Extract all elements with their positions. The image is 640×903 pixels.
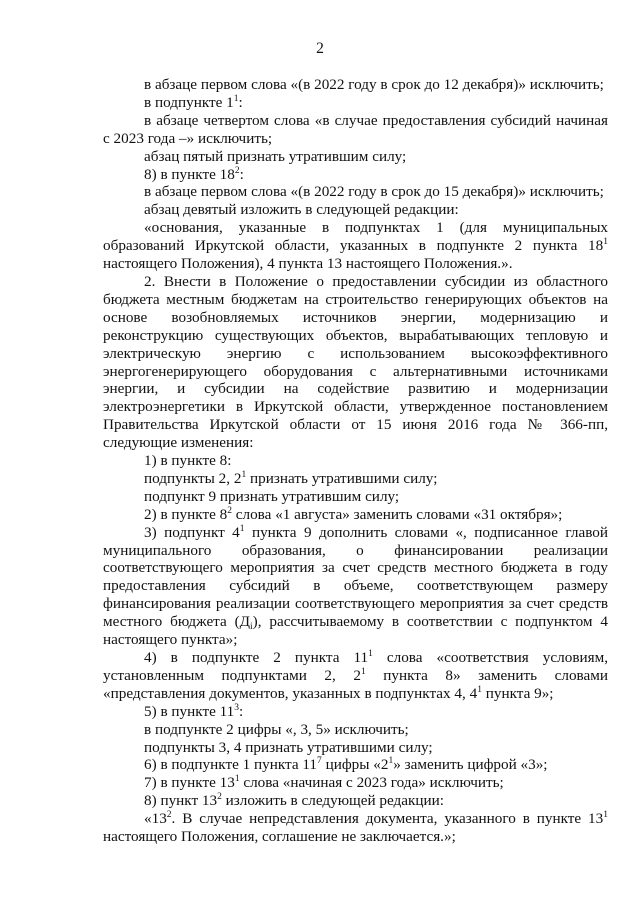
text-run: : — [238, 93, 243, 111]
superscript: 1 — [234, 774, 240, 785]
paragraph — [103, 703, 608, 721]
paragraph — [103, 524, 608, 649]
paragraph — [103, 76, 608, 94]
paragraph — [103, 166, 608, 184]
text-run: 2. Внести в Положение о предоставлении субсидии из областного бюджета местным бюджетам на строительство генерирующих объектов на основе возобновляемых источников энергии, модернизацию и реконструкцию существующих объектов, вырабатывающих тепловую и электрическую энергию с использованием высокоэффективного энергогенерирующего оборудования с альтернативными источниками энергии, и субсидии на содействие развитию и модернизации электроэнергетики в Иркутской области, утвержденное постановлением Правительства Иркутской области от 15 июня 2016 года № 366-пп, следующие изменения: — [103, 272, 608, 452]
document-body — [103, 76, 608, 846]
paragraph — [103, 94, 608, 112]
paragraph — [103, 470, 608, 488]
text-run: » заменить цифрой «3»; — [393, 756, 548, 774]
text-run: 2) в пункте 8 — [144, 505, 228, 523]
text-run: цифры «2 — [321, 756, 389, 774]
text-run: абзац пятый признать утратившим силу; — [144, 147, 407, 165]
paragraph — [103, 112, 608, 148]
superscript: 7 — [317, 756, 322, 767]
superscript: 2 — [217, 792, 222, 803]
text-run: в подпункте 1 — [144, 93, 234, 111]
paragraph — [103, 488, 608, 506]
superscript: 1 — [360, 666, 366, 677]
text-run: в абзаце первом слова «(в 2022 году в срок до 15 декабря)» исключить; — [144, 183, 604, 201]
paragraph — [103, 810, 608, 846]
text-run: : — [239, 165, 244, 183]
paragraph — [103, 649, 608, 703]
paragraph — [103, 756, 608, 774]
paragraph — [103, 201, 608, 219]
superscript: 1 — [241, 469, 247, 480]
text-run: 7) в пункте 13 — [144, 774, 235, 792]
text-run: абзац девятый изложить в следующей редакции: — [144, 201, 459, 219]
text-run: 8) в пункте 18 — [144, 165, 235, 183]
text-run: : — [239, 702, 244, 720]
text-run: признать утратившими силу; — [246, 469, 438, 487]
paragraph — [103, 721, 608, 739]
text-run: пункта 8» заменить словами «представления документов, указанных в подпунктах 4, 4 — [103, 666, 608, 702]
text-run: «основания, указанные в подпунктах 1 (для муниципальных образований Иркутской области, указанных в подпункте 2 пункта 18 — [103, 219, 608, 255]
text-run: 4) в подпункте 2 пункта 11 — [144, 649, 369, 666]
paragraph — [103, 219, 608, 273]
paragraph — [103, 506, 608, 524]
text-run: подпункты 3, 4 признать утратившими силу; — [144, 738, 433, 756]
superscript: 1 — [388, 756, 394, 767]
paragraph — [103, 774, 608, 792]
text-run: «13 — [144, 810, 167, 828]
paragraph — [103, 183, 608, 201]
superscript: 1 — [239, 523, 245, 534]
paragraph — [103, 739, 608, 757]
text-run: слова «соответствия условиям, установленным подпунктами 2, 2 — [103, 649, 609, 684]
text-run: 6) в подпункте 1 пункта 11 — [144, 756, 318, 774]
superscript: 1 — [233, 93, 239, 104]
paragraph — [103, 452, 608, 470]
page-number: 2 — [316, 40, 324, 57]
paragraph — [103, 273, 608, 452]
superscript: 1 — [603, 810, 608, 821]
text-run: слова «1 августа» заменить словами «31 октября»; — [231, 505, 563, 523]
text-run: в абзаце первом слова «(в 2022 году в срок до 12 декабря)» исключить; — [144, 76, 604, 93]
text-run: изложить в следующей редакции: — [221, 792, 444, 810]
superscript: 2 — [166, 810, 172, 821]
text-run: слова «начиная с 2023 года» исключить; — [239, 774, 504, 792]
superscript: 2 — [234, 165, 240, 176]
subscript: i — [250, 622, 253, 633]
text-run: настоящего Положения, соглашение не заключается.»; — [103, 828, 456, 846]
text-run: настоящего Положения), 4 пункта 13 настоящего Положения.». — [103, 255, 513, 273]
superscript: 1 — [603, 237, 608, 248]
text-run: ), рассчитываемому в соответствии с подпунктом 4 настоящего пункта»; — [103, 613, 608, 649]
text-run: 8) пункт 13 — [144, 792, 218, 810]
superscript: 3 — [234, 702, 239, 713]
text-run: пункта 9 дополнить словами «, подписанное главой муниципального образования, о финансировании реализации соответствующего мероприятия за счет средств местного бюджета в году предоставления субсидий в объеме, соответствующем размеру финансирования реализации соответствующего мероприятия за счет средств местного бюджета (Д — [103, 523, 608, 631]
paragraph — [103, 148, 608, 166]
text-run: подпункты 2, 2 — [144, 469, 242, 487]
text-run: в подпункте 2 цифры «, 3, 5» исключить; — [144, 720, 409, 738]
superscript: 1 — [477, 684, 482, 695]
superscript: 2 — [227, 505, 232, 516]
paragraph — [103, 792, 608, 810]
text-run: 1) в пункте 8: — [144, 452, 232, 470]
text-run: подпункт 9 признать утратившим силу; — [144, 487, 400, 505]
superscript: 1 — [368, 649, 373, 659]
text-run: . В случае непредставления документа, указанного в пункте 13 — [171, 810, 604, 828]
text-run: в абзаце четвертом слова «в случае предоставления субсидий начиная с 2023 года –» исключить; — [103, 111, 608, 147]
text-run: пункта 9»; — [481, 684, 554, 702]
text-run: 5) в пункте 11 — [144, 702, 235, 720]
text-run: 3) подпункт 4 — [144, 523, 240, 541]
